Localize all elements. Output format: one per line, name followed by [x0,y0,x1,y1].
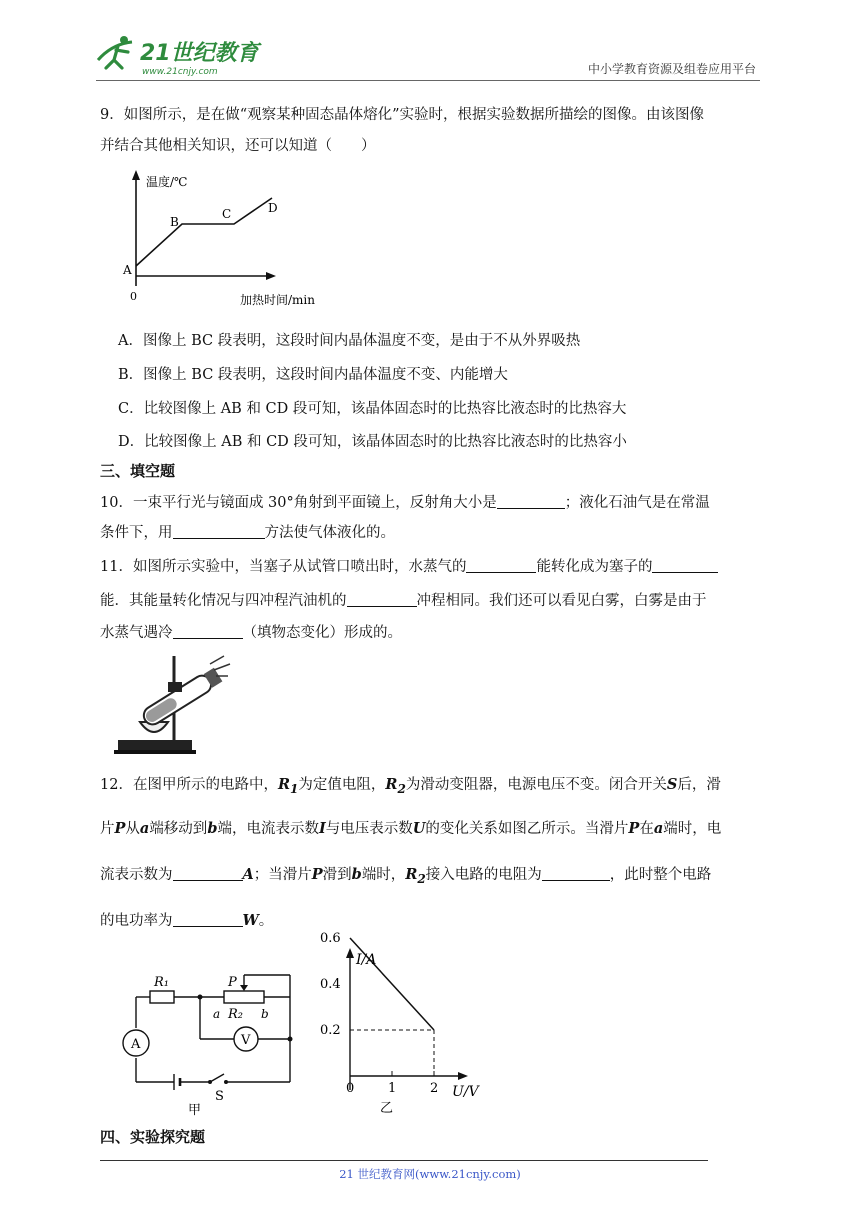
iu-caption: 乙 [380,1101,394,1116]
q12-u-symbol: U [412,820,426,837]
q9-point-d: D [268,201,278,215]
q9-option-d: D．比较图像上 AB 和 CD 段可知，该晶体固态时的比热容比液态时的比热容小 [118,434,627,450]
q12-text-4: 后，滑 [677,777,721,793]
q11-line2 [100,586,707,616]
section-heading-fill-blank: 三、填空题 [100,462,176,480]
q12-r2-subscript-2: 2 [417,871,426,886]
q9-line1: 9．如图所示，是在做“观察某种固态晶体熔化”实验时，根据实验数据所描绘的图像。由该图像 [100,107,705,123]
q12-text-5: 片 [100,821,115,837]
q10-blank-1[interactable] [497,490,565,509]
iu-ticks [320,931,438,1096]
q12-blank-1[interactable] [173,862,243,881]
circuit-a-label: a [213,1007,221,1021]
q12-text-14: ；当滑片 [253,867,312,883]
circuit-b-label: b [261,1007,269,1021]
q12-a-symbol-2: a [653,820,664,837]
q11-blank-1[interactable] [466,554,536,573]
q10-line1 [100,488,710,518]
circuit-caption: 甲 [188,1103,202,1118]
q12-r2-symbol-2: R [405,866,418,883]
q12-i-symbol: I [318,820,326,837]
q12-text-9: 与电压表示数 [325,821,413,837]
circuit-r1-label: R₁ [154,975,169,990]
q9-option-a: A．图像上 BC 段表明，这段时间内晶体温度不变，是由于不从外界吸热 [118,333,581,349]
iu-ytick-label-1: 0.4 [320,977,341,992]
q12-text-2: 为定值电阻， [298,777,386,793]
q11-line1 [100,552,718,582]
iu-ylabel: I/A [356,952,377,968]
q12-unit-ampere: A [242,866,254,883]
header-divider [96,80,760,81]
q12-text-8: 端，电流表示数 [217,821,319,837]
header-platform-text: 中小学教育资源及组卷应用平台 [587,62,756,76]
footer-divider [100,1160,708,1161]
q9-option-c: C．比较图像上 AB 和 CD 段可知，该晶体固态时的比热容比液态时的比热容大 [118,401,627,417]
q11-blank-2[interactable] [652,554,718,573]
q10-line2 [100,518,395,548]
q11-text-3: 能．其能量转化情况与四冲程汽油机的 [100,593,347,609]
q10-text-4: 方法使气体液化的。 [264,525,395,541]
iu-ytick-label-0: 0.2 [320,1023,341,1038]
q9-point-a: A [123,263,132,277]
q11-text-2: 能转化成为塞子的 [536,559,653,575]
site-logo [92,30,262,80]
q12-text-10: 的变化关系如图乙所示。当滑片 [425,821,629,837]
q11-text-4: 冲程相同。我们还可以看见白雾，白雾是由于 [416,593,707,609]
q12-r2-symbol: R [385,776,398,793]
iu-xtick-label-1: 1 [388,1081,397,1096]
section-heading-experiment: 四、实验探究题 [100,1128,206,1146]
q12-text-19: 的电功率为 [100,913,173,929]
q11-test-tube-figure [112,652,242,756]
ammeter-symbol: A [131,1037,141,1052]
q12-r1-subscript: 1 [290,781,299,796]
q11-text-5: 水蒸气遇冷 [100,625,173,641]
q9-option-b: B．图像上 BC 段表明，这段时间内晶体温度不变、内能增大 [118,367,508,383]
q9-xlabel: 加热时间/min [240,293,315,307]
q9-melting-graph [110,168,340,312]
q12-text-12: 端时，电 [663,821,722,837]
iu-xlabel: U/V [452,1084,479,1100]
q12-text-13: 流表示数为 [100,867,173,883]
q9-point-c: C [222,207,232,221]
q12-line3 [100,860,711,894]
q11-text-1: 11．如图所示实验中，当塞子从试管口喷出时，水蒸气的 [100,559,467,575]
footer-text: 21 世纪教育网(www.21cnjy.com) [339,1167,521,1181]
q12-blank-2[interactable] [542,862,610,881]
q12-circuit-diagram [112,970,312,1120]
q12-text-18: ，此时整个电路 [609,867,712,883]
q9-line2: 并结合其他相关知识，还可以知道（ ） [100,138,376,154]
q9-point-b: B [170,215,179,229]
q12-text-1: 12．在图甲所示的电路中， [100,777,278,793]
q10-text-1: 10．一束平行光与镜面成 30°角射到平面镜上，反射角大小是 [100,495,497,511]
q12-p-symbol-2: P [628,820,640,837]
iu-xtick-label-0: 0 [346,1081,355,1096]
q12-b-symbol-2: b [351,866,362,883]
q12-text-20: 。 [258,913,274,929]
q12-text-16: 端时， [361,867,406,883]
q12-blank-3[interactable] [173,908,243,927]
q12-text-17: 接入电路的电阻为 [425,867,542,883]
q9-origin: 0 [130,290,137,303]
q11-blank-3[interactable] [347,588,417,607]
q12-text-15: 滑到 [322,867,352,883]
q12-text-3: 为滑动变阻器，电源电压不变。闭合开关 [405,777,667,793]
voltmeter-symbol: V [241,1033,251,1048]
q12-line2 [100,814,721,844]
logo-text: 21世纪教育 [140,41,259,66]
q9-ylabel: 温度/℃ [146,175,188,189]
q12-s-symbol: S [666,776,678,793]
q12-text-6: 从 [125,821,140,837]
q12-b-symbol: b [207,820,218,837]
q12-a-symbol: a [139,820,150,837]
logo-graphic [92,30,262,80]
q12-line4 [100,906,273,936]
iu-xtick-label-2: 2 [430,1081,439,1096]
q11-line3 [100,618,402,648]
q12-line1 [100,770,721,804]
switch-label: S [215,1089,224,1104]
q11-text-6: （填物态变化）形成的。 [242,625,402,641]
q10-text-2: ；液化石油气是在常温 [564,495,710,511]
q12-unit-watt: W [242,912,259,929]
q12-text-11: 在 [639,821,654,837]
iu-ytick-label-2: 0.6 [320,931,341,946]
q12-r1-symbol: R [277,776,291,793]
q12-r2-subscript: 2 [397,781,406,796]
q12-iu-graph [312,931,502,1118]
q12-text-7: 端移动到 [149,821,208,837]
circuit-p-label: P [228,975,237,990]
logo-url: www.21cnjy.com [142,67,218,77]
q10-text-3: 条件下，用 [100,525,173,541]
q12-p-symbol: P [114,820,126,837]
q11-blank-4[interactable] [173,620,243,639]
q10-blank-2[interactable] [173,520,265,539]
circuit-r2-label: R₂ [228,1007,243,1022]
q12-p-symbol-3: P [311,866,323,883]
